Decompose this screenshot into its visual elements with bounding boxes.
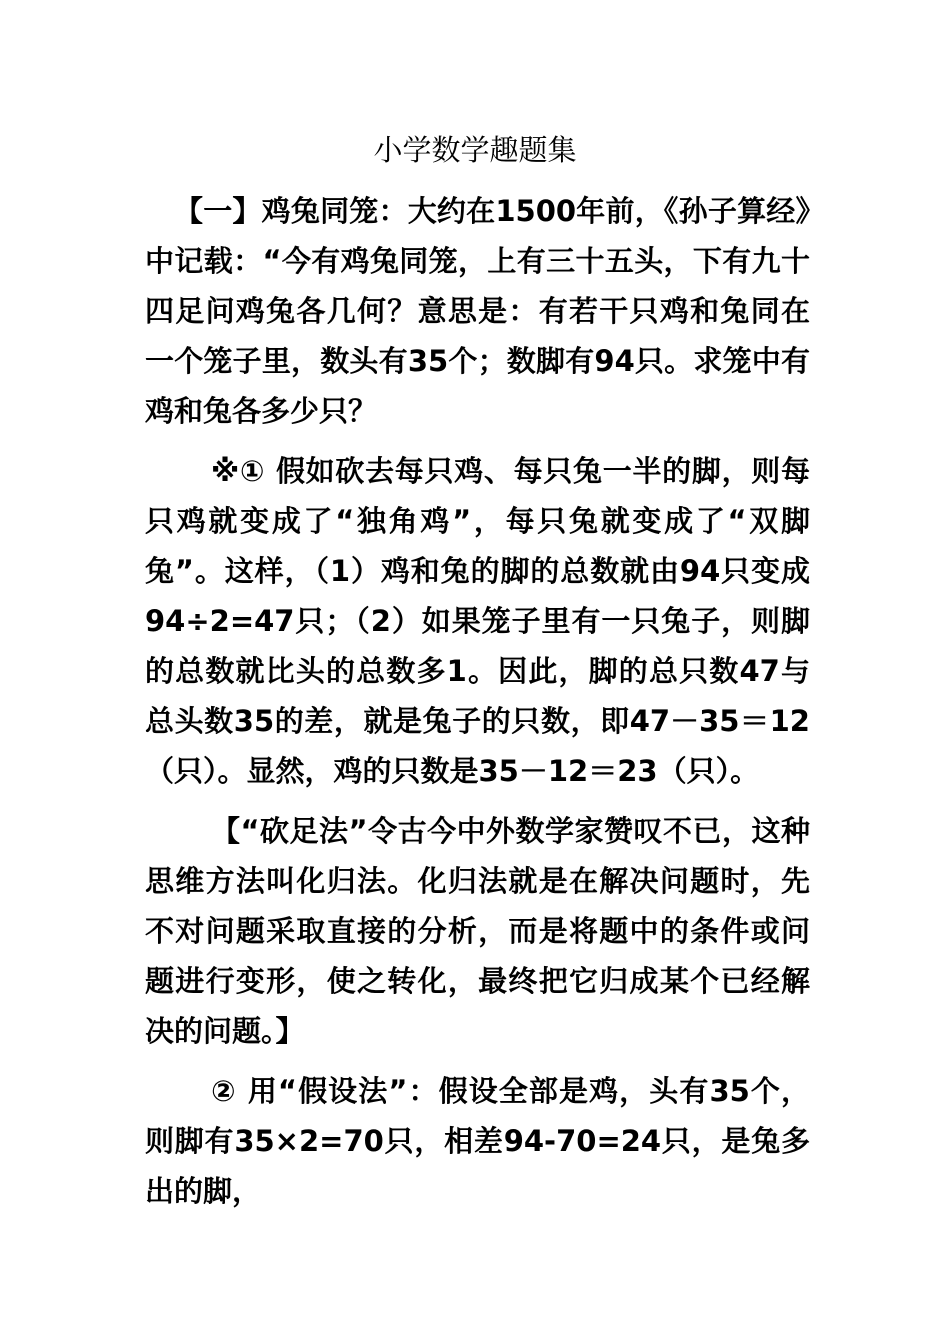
paragraph-method-two: ② 用“假设法”：假设全部是鸡，头有35个，则脚有35×2=70只，相差94-70=24只，是兔多出的脚，	[145, 1074, 810, 1208]
page-title: 小学数学趣题集	[373, 133, 577, 167]
paragraph-commentary: 【“砍足法”令古今中外数学家赞叹不已，这种思维方法叫化归法。化归法就是在解决问题时，先不对问题采取直接的分析，而是将题中的条件或问题进行变形，使之转化，最终把它归成某个已经解决的问题。】	[145, 814, 810, 1048]
paragraph-problem: 【一】鸡兔同笼：大约在1500年前，《孙子算经》中记载：“今有鸡兔同笼，上有三十五头，下有九十四足问鸡兔各几何？意思是：有若干只鸡和兔同在一个笼子里，数头有35个；数脚有94只。求笼中有鸡和兔各多少只？	[145, 194, 810, 428]
paragraph-method-one: ※① 假如砍去每只鸡、每只兔一半的脚，则每只鸡就变成了“独角鸡”，每只兔就变成了“双脚兔”。这样，（1）鸡和兔的脚的总数就由94只变成94÷2=47只；（2）如果笼子里有一只兔子，则脚的总数就比头的总数多1。因此，脚的总只数47与总头数35的差，就是兔子的只数，即47－35＝12（只）。显然，鸡的只数是35－12＝23（只）。	[145, 454, 810, 788]
